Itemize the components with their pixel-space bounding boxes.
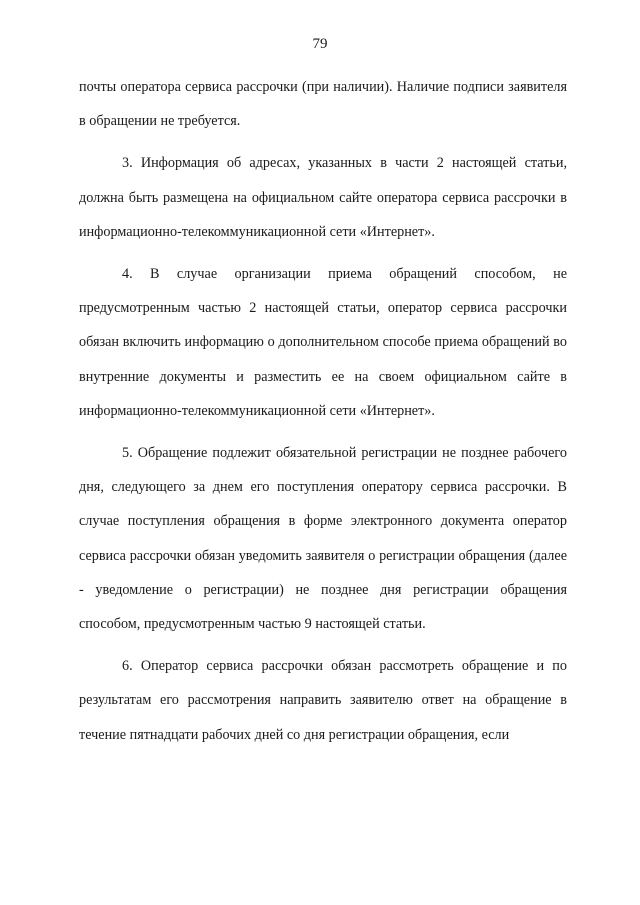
paragraph-5: 5. Обращение подлежит обязательной регистрации не позднее рабочего дня, следующего за днем его поступления оператору сервиса рассрочки. В случае поступления обращения в форме электронного документа оператор сервиса рассрочки обязан уведомить заявителя о регистрации обращения (далее - уведомление о регистрации) не позднее дня регистрации обращения способом, предусмотренным частью 9 настоящей статьи. bbox=[79, 445, 567, 633]
page-number: 79 bbox=[312, 36, 328, 52]
paragraph-continuation: почты оператора сервиса рассрочки (при наличии). Наличие подписи заявителя в обращении не требуется. bbox=[79, 79, 567, 130]
document-body bbox=[79, 70, 567, 752]
paragraph-3: 3. Информация об адресах, указанных в части 2 настоящей статьи, должна быть размещена на официальном сайте оператора сервиса рассрочки в информационно-телекоммуникационной сети «Интернет». bbox=[79, 155, 567, 240]
paragraph-4: 4. В случае организации приема обращений способом, не предусмотренным частью 2 настоящей статьи, оператор сервиса рассрочки обязан включить информацию о дополнительном способе приема обращений во внутренние документы и разместить ее на своем официальном сайте в информационно-телекоммуникационной сети «Интернет». bbox=[79, 266, 567, 419]
paragraph-6: 6. Оператор сервиса рассрочки обязан рассмотреть обращение и по результатам его рассмотрения направить заявителю ответ на обращение в течение пятнадцати рабочих дней со дня регистрации обращения, если bbox=[79, 658, 567, 743]
